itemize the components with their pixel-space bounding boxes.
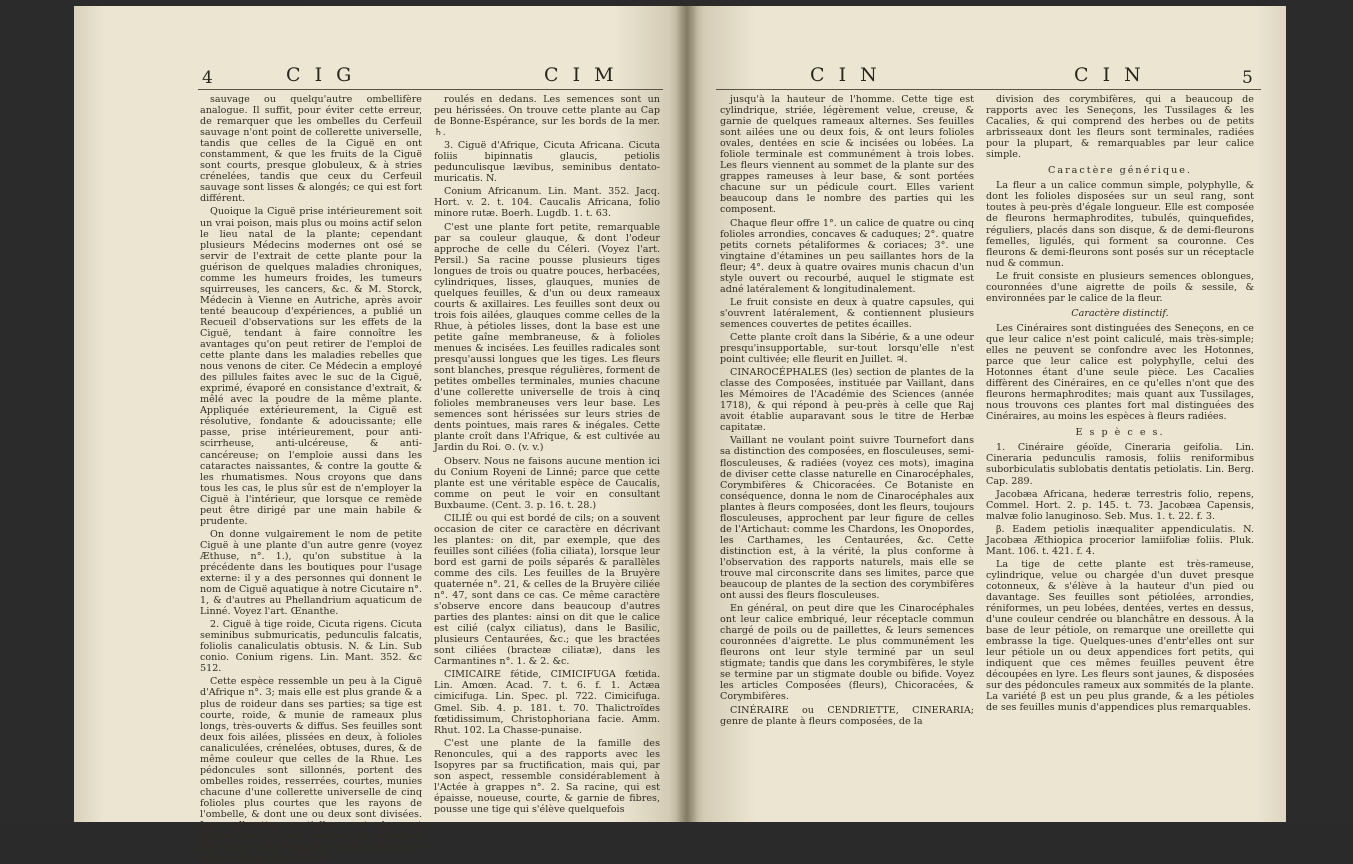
paragraph: Le fruit consiste en deux à quatre capsules, qui s'ouvrent latéralement, & contiennent plusieurs semences couvertes de petites écailles.	[720, 296, 974, 330]
running-head-right: C I M	[544, 64, 618, 86]
header-rule	[716, 89, 1261, 90]
running-head-left: C I G	[286, 64, 356, 86]
paragraph: jusqu'à la hauteur de l'homme. Cette tige est cylindrique, striée, légèrement velue, creuse, & garnie de quelques rameaux alternes. Ses feuilles sont ailées une ou deux fois, & ont leurs folioles ovales, dentées en scie & incisées ou lobées. La foliole terminale est communément à trois lobes. Les fleurs viennent au sommet de la plante sur des grappes rameuses à leur base, & sont portées chacune sur un pédicule court. Elles varient beaucoup dans le nombre des parties qui les composent.	[720, 94, 974, 216]
page-number: 4	[202, 68, 213, 88]
paragraph: Chaque fleur offre 1°. un calice de quatre ou cinq folioles arrondies, concaves & caduques; 2°. quatre petits cornets pétaliformes & coriaces; 3°. une vingtaine d'étamines un peu saillantes hors de la fleur; 4°. deux à quatre ovaires munis chacun d'un style ouvert ou recourbé, auquel le stigmate est adné latéralement & longitudinalement.	[720, 217, 974, 295]
paragraph: Le fruit consiste en plusieurs semences oblongues, couronnées d'une aigrette de poils & sessile, & environnées par le calice de la fleur.	[986, 270, 1254, 304]
running-head-right: C I N	[1074, 64, 1145, 86]
paragraph: Jacobæa Africana, hederæ terrestris folio, repens, Commel. Hort. 2. p. 145. t. 73. Jacobæa Capensis, malvæ folio lanuginoso. Seb. Mus. 1. t. 22. f. 3.	[986, 488, 1254, 522]
paragraph: Conium Africanum. Lin. Mant. 352. Jacq. Hort. v. 2. t. 104. Caucalis Africana, folio minore rutæ. Boerh. Lugdb. 1. t. 63.	[434, 186, 660, 220]
paragraph: Cette espèce ressemble un peu à la Ciguë d'Afrique n°. 3; mais elle est plus grande & a plus de roideur dans ses parties; sa tige est courte, roide, & munie de rameaux plus longs, très-ouverts & diffus. Ses feuilles sont deux fois ailées, plissées en deux, à folioles canaliculées, crénelées, obtuses, dures, & de même couleur que celles de la Rhue. Les pédoncules sont sillonnés, portent des ombelles roides, resserrées, courtes, munies chacune d'une collerette universelle de cinq folioles plus courtes que les rayons de l'ombelle, & dont une ou deux sont divisées. Les collerettes partielles sont de sept folioles, dont un petit nombre sont crénelées. Les fleurs sont blanches, toutes fertiles, à pétales égaux, lancéolés &	[200, 676, 422, 864]
section-heading: Caractère générique.	[1048, 165, 1192, 177]
paragraph: CILIÉ ou qui est bordé de cils; on a souvent occasion de citer ce caractère en décrivant les plantes: on dit, par exemple, que des feuilles sont ciliées (folia ciliata), lorsque leur bord est garni de poils séparés & parallèles comme des cils. Les feuilles de la Bruyère quaternée n°. 21, & celles de la Bruyère ciliée n°. 47, sont dans ce cas. Ce même caractère s'observe encore dans beaucoup d'autres parties des plantes: ainsi on dit que le calice est cilié (calyx ciliatus), dans le Basilic, plusieurs Centaurées, &c.; que les bractées sont ciliées (bracteæ ciliatæ), dans les Carmantines n°. 1. & 2. &c.	[434, 512, 660, 668]
paragraph: Les Cinéraires sont distinguées des Seneçons, en ce que leur calice n'est point caliculé, mais très-simple; elles ne peuvent se confondre avec les Hotonnes, parce que leur calice est polyphylle, celui des Hotonnes étant d'une seule pièce. Les Cacalies diffèrent des Cinéraires, en ce qu'elles n'ont que des fleurons hermaphrodites; mais quant aux Tussilages, nous trouvons ces plantes fort mal distinguées des Cinéraires, au moins les espèces à fleurs radiées.	[986, 322, 1254, 423]
paragraph: En général, on peut dire que les Cinarocéphales ont leur calice embriqué, leur réceptacle commun chargé de poils ou de paillettes, & leurs semences couronnées d'aigrette. Le plus communément les fleurons ont leur style terminé par un seul stigmate; tandis que dans les corymbifères, le style se termine par un stigmate double ou bifide. Voyez les articles Composées (fleurs), Chicoracées, & Corymbifères.	[720, 603, 974, 703]
right-page	[686, 6, 1286, 822]
section-subheading: Caractère distinctif.	[1071, 307, 1169, 319]
book-spread	[74, 6, 1286, 864]
left-page	[74, 6, 686, 864]
paragraph: 2. Ciguë à tige roide, Cicuta rigens. Cicuta seminibus submuricatis, pedunculis falcatis, foliolis canaliculatis obtusis. N. & Lin. Sub conio. Conium rigens. Lin. Mant. 352. &c 512.	[200, 619, 422, 675]
paragraph: 3. Ciguë d'Afrique, Cicuta Africana. Cicuta foliis bipinnatis glaucis, petiolis pedunculisque lævibus, seminibus dentato-muricatis. N.	[434, 140, 660, 185]
paragraph: 1. Cinéraire géoïde, Cineraria geifolia. Lin. Cineraria pedunculis ramosis, foliis reniformibus suborbiculatis sublobatis dentatis petiolatis. Lin. Berg. Cap. 289.	[986, 442, 1254, 487]
paragraph: Cette plante croît dans la Sibérie, & a une odeur presqu'insupportable, sur-tout lorsqu'elle n'est point cultivée; elle fleurit en Juillet. ♃.	[720, 331, 974, 366]
paragraph: Quoique la Ciguë prise intérieurement soit un vrai poison, mais plus ou moins actif selon le lieu natal de la plante; cependant plusieurs Médecins modernes ont osé se servir de l'extrait de cette plante pour la guérison de quelques maladies chroniques, comme les humeurs froides, les tumeurs squirreuses, les cancers, &c. & M. Storck, Médecin à Vienne en Autriche, après avoir tenté beaucoup d'expériences, a publié un Recueil d'observations sur les effets de la Ciguë, tendant à faire connoître les avantages qu'on peut retirer de l'emploi de cette plante dans les maladies rebelles que nous venons de citer. Ce Médecin a employé des pillules faites avec le suc de la Ciguë, exprimé, évaporé en consistance d'extrait, & mêlé avec la poudre de la même plante. Appliquée extérieurement, la Ciguë est résolutive, fondante & adoucissante; elle passe, prise intérieurement, pour anti-scirrheuse, anti-ulcéreuse, & anti-cancéreuse; on l'emploie aussi dans les cataractes naissantes, & contre la goutte & les rhumatismes. Nous croyons que dans tous les cas, le plus sûr est de n'employer la Ciguë à l'intérieur, que lorsque ce remède peut être dirigé par une main habile & prudente.	[200, 206, 422, 527]
paragraph: La fleur a un calice commun simple, polyphylle, & dont les folioles disposées sur un seul rang, sont toutes à peu-près d'égale longueur. Elle est composée de fleurons hermaphrodites, tubulés, quinquefides, réguliers, placés dans son disque, & de demi-fleurons femelles, ligulés, qui forment sa couronne. Ces fleurons & demi-fleurons sont posés sur un réceptacle nud & commun.	[986, 180, 1254, 269]
paragraph: CIMICAIRE fétide, CIMICIFUGA fœtida. Lin. Amœn. Acad. 7. t. 6. f. 1. Actæa cimicifuga. Lin. Spec. pl. 722. Cimicifuga. Gmel. Sib. 4. p. 181. t. 70. Thalictroïdes fœtidissimum, Christophoriana facie. Amm. Rhut. 102. La Chasse-punaise.	[434, 669, 660, 736]
text-column-2	[986, 94, 1254, 806]
paragraph: CINÉRAIRE ou CENDRIETTE, CINERARIA; genre de plante à fleurs composées, de la	[720, 704, 974, 727]
text-column-1	[720, 94, 974, 806]
paragraph: Observ. Nous ne faisons aucune mention ici du Conium Royeni de Linné; parce que cette plante est une véritable espèce de Caucalis, comme on peut le voir en consultant Buxbaume. (Cent. 3. p. 16. t. 28.)	[434, 455, 660, 511]
paragraph: C'est une plante de la famille des Renoncules, qui a des rapports avec les Isopyres par sa fructification, mais qui, par son aspect, ressemble considérablement à l'Actée à grappes n°. 2. Sa racine, qui est épaisse, noueuse, courte, & garnie de fibres, pousse une tige qui s'élève quelquefois	[434, 737, 660, 815]
page-number: 5	[1242, 68, 1253, 88]
running-head-left: C I N	[810, 64, 881, 86]
paragraph: La tige de cette plante est très-rameuse, cylindrique, velue ou chargée d'un duvet presque cotonneux, & s'élève à la hauteur d'un pied ou davantage. Ses feuilles sont pétiolées, arrondies, réniformes, un peu lobées, dentées, vertes en dessus, d'une couleur cendrée ou blanchâtre en dessous. À la base de leur pétiole, on remarque une oreillette qui embrasse la tige. Quelques-unes d'entr'elles ont sur leur pétiole un ou deux appendices fort petits, qui indiquent que ces mêmes feuilles peuvent être découpées en lyre. Les fleurs sont jaunes, & disposées sur des pédoncules rameux aux sommités de la plante. La variété β est un peu plus grande, & a les pétioles de ses feuilles munis d'appendices plus remarquables.	[986, 558, 1254, 714]
paragraph: C'est une plante fort petite, remarquable par sa couleur glauque, & dont l'odeur approche de celle du Céleri. (Voyez l'art. Persil.) Sa racine pousse plusieurs tiges longues de trois ou quatre pouces, herbacées, cylindriques, lisses, glauques, munies de quelques feuilles, & d'un ou deux rameaux courts & axillaires. Les feuilles sont deux ou trois fois ailées, glauques comme celles de la Rhue, à pétioles lisses, dont la base est une petite gaîne membraneuse, & à folioles menues & incisées. Les feuilles radicales sont presqu'aussi longues que les tiges. Les fleurs sont blanches, presque régulières, forment de petites ombelles terminales, munies chacune d'une collerette universelle de trois à cinq folioles membraneuses vers leur base. Les semences sont hérissées sur leurs stries de dents pointues, mais rares & inégales. Cette plante croît dans l'Afrique, & est cultivée au Jardin du Roi. ⊙. (v. v.)	[434, 221, 660, 454]
paragraph: Vaillant ne voulant point suivre Tournefort dans sa distinction des composées, en flosculeuses, semi-flosculeuses, & radiées (voyez ces mots), imagina de diviser cette classe naturelle en Cinarocéphales, Corymbifères & Chicoracées. Ce Botaniste en conséquence, donna le nom de Cinarocéphales aux plantes à fleurs composées, dont les fleurs, toujours flosculeuses, approchent par leur figure de celles de l'Artichaut: comme les Chardons, les Onopordes, les Carthames, les Centaurées, &c. Cette distinction est, à la vérité, la plus conforme à l'observation des rapports naturels, mais elle se trouve mal circonscrite dans ses limites, parce que beaucoup de plantes de la section des corymbifères ont aussi des fleurs flosculeuses.	[720, 435, 974, 602]
paragraph: division des corymbifères, qui a beaucoup de rapports avec les Seneçons, les Tussilages & les Cacalies, & qui comprend des herbes ou de petits arbrisseaux dont les fleurs sont terminales, radiées pour la plupart, & remarquables par leur calice simple.	[986, 94, 1254, 161]
header-rule	[198, 89, 663, 90]
paragraph: roulés en dedans. Les semences sont un peu hérissées. On trouve cette plante au Cap de Bonne-Espérance, sur les bords de la mer. ♄.	[434, 94, 660, 139]
paragraph: CINAROCÉPHALES (les) section de plantes de la classe des Composées, instituée par Vaillant, dans les Mémoires de l'Académie des Sciences (année 1718), & qui répond à peu-près à celle que Raj avoit établie auparavant sous le titre de Herbæ capitatæ.	[720, 367, 974, 434]
book-gutter	[676, 6, 698, 822]
paragraph: On donne vulgairement le nom de petite Ciguë à une plante d'un autre genre (voyez Æthuse, n°. 1.), qu'on substitue à la précédente dans les boutiques pour l'usage externe: il y a des personnes qui donnent le nom de Ciguë aquatique à notre Cicutaire n°. 1, & d'autres au Phellandrium aquaticum de Linné. Voyez l'art. Œnanthe.	[200, 528, 422, 618]
text-column-1	[200, 94, 422, 864]
section-heading: E s p è c e s.	[1075, 427, 1165, 439]
paragraph: β. Eadem petiolis inæqualiter appendiculatis. N. Jacobæa Æthiopica procerior lamiifoliæ foliis. Pluk. Mant. 106. t. 421. f. 4.	[986, 523, 1254, 557]
paragraph: sauvage ou quelqu'autre ombellifère analogue. Il suffit, pour éviter cette erreur, de remarquer que les ombelles du Cerfeuil sauvage n'ont point de collerette universelle, tandis que celles de la Ciguë en ont constamment, & que les fruits de la Ciguë sont courts, presque globuleux, & à stries crénelées, tandis que ceux du Cerfeuil sauvage sont lisses & alongés; ce qui est fort différent.	[200, 94, 422, 205]
text-column-2	[434, 94, 660, 815]
